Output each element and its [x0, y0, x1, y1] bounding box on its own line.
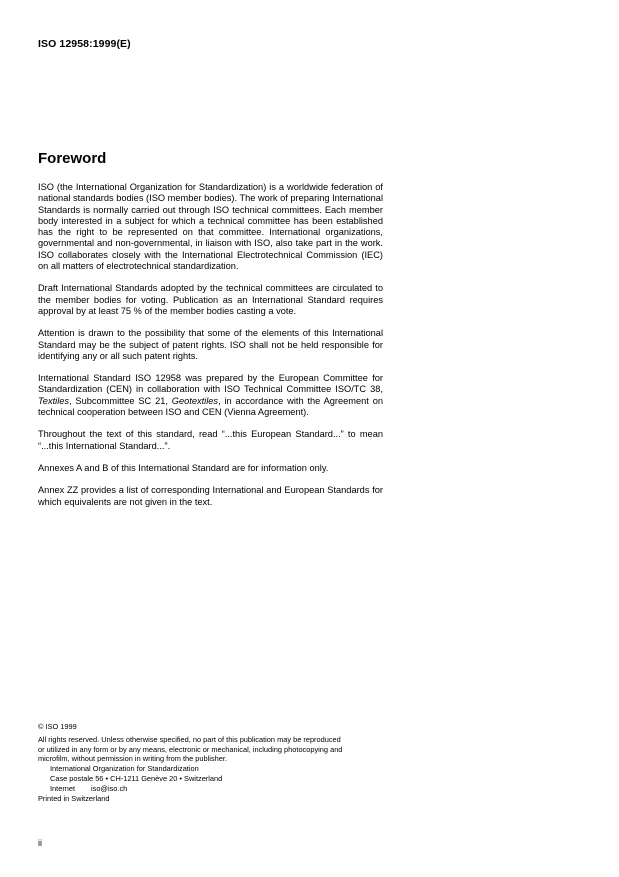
- paragraph-4-text-c: , Subcommittee SC 21,: [69, 395, 172, 406]
- copyright-notice: © ISO 1999: [38, 722, 77, 731]
- paragraph-4: [38, 373, 383, 418]
- paragraph-4-text-e: , in accordance with the Agreement on technical cooperation between ISO and CEN (Vienna Agreement).: [38, 395, 383, 418]
- internet-line: [38, 784, 388, 794]
- foreword-body: [38, 182, 383, 519]
- rights-line-1: All rights reserved. Unless otherwise specified, no part of this publication may be reproduced: [38, 734, 341, 744]
- postal-address: Case postale 56 • CH-1211 Genève 20 • Switzerland: [50, 773, 223, 783]
- paragraph-7: Annex ZZ provides a list of corresponding International and European Standards for which equivalents are not given in the text.: [38, 485, 383, 507]
- rights-line-2: or utilized in any form or by any means, electronic or mechanical, including photocopying and: [38, 744, 343, 754]
- email-address: iso@iso.ch: [91, 783, 128, 793]
- printed-in: Printed in Switzerland: [38, 793, 110, 803]
- organization-name: International Organization for Standardization: [50, 764, 199, 774]
- paragraph-1: ISO (the International Organization for Standardization) is a worldwide federation of national standards bodies (ISO member bodies). The work of preparing International Standards is normally carried out through ISO technical committees. Each member body interested in a subject for which a technical committee has been established has the right to be represented on that committee. International organizations, governmental and non-governmental, in liaison with ISO, also take part in the work. ISO collaborates closely with the International Electrotechnical Commission (IEC) on all matters of electrotechnical standardization.: [38, 182, 383, 272]
- paragraph-6: Annexes A and B of this International Standard are for information only.: [38, 462, 329, 473]
- page-title: Foreword: [38, 150, 107, 167]
- paragraph-2: Draft International Standards adopted by the technical committees are circulated to the member bodies for voting. Publication as an International Standard requires approval by at least 75 % of the member bodies casting a vote.: [38, 283, 383, 316]
- internet-label: Internet: [50, 783, 76, 793]
- page-number: ii: [38, 838, 42, 848]
- document-id: ISO 12958:1999(E): [38, 38, 131, 50]
- paragraph-4-text-a: International Standard ISO 12958 was prepared by the European Committee for Standardization (CEN) in collaboration with ISO Technical Committee ISO/TC 38,: [38, 373, 383, 395]
- rights-line-3: microfilm, without permission in writing from the publisher.: [38, 754, 227, 764]
- geotextiles-term: Geotextiles: [171, 395, 219, 406]
- paragraph-5: Throughout the text of this standard, read “...this European Standard...” to mean “...this International Standard...”.: [38, 429, 383, 451]
- paragraph-3: Attention is drawn to the possibility that some of the elements of this International Standard may be the subject of patent rights. ISO shall not be held responsible for identifying any or all such patent rights.: [38, 328, 383, 361]
- textiles-term: Textiles: [38, 395, 70, 406]
- copyright-block: [38, 722, 388, 803]
